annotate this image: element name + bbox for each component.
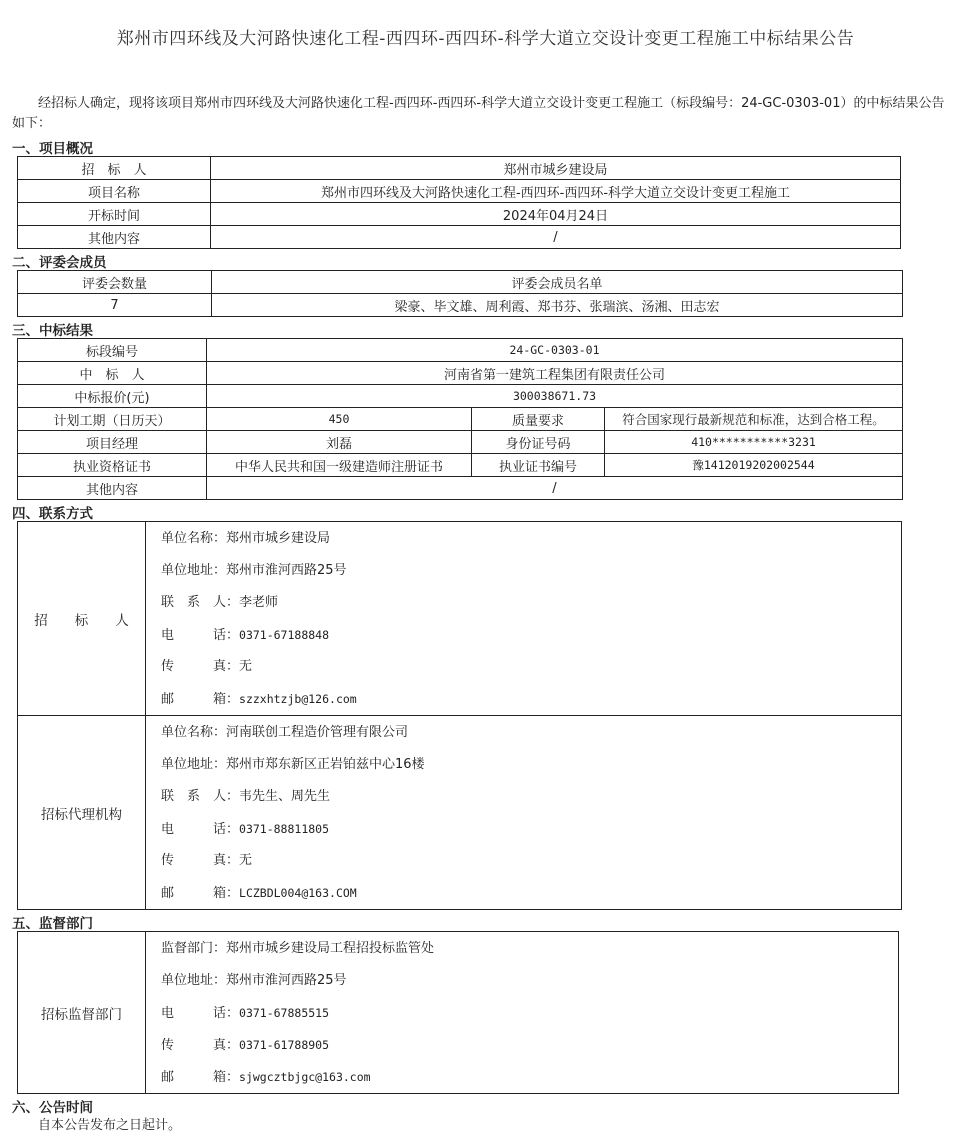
table-row — [18, 362, 903, 385]
contact-line: 电 话：0371-88811805 — [161, 821, 330, 837]
table-row — [18, 203, 901, 226]
cert-value: 中华人民共和国一级建造师注册证书 — [207, 454, 472, 477]
contact-line: 单位地址：郑州市淮河西路25号 — [161, 972, 347, 988]
id-value: 410***********3231 — [605, 431, 903, 454]
agency-contact-details — [146, 716, 902, 910]
contact-line: 联 系 人：韦先生、周先生 — [161, 788, 331, 804]
contact-line: 电 话：0371-67885515 — [161, 1005, 330, 1021]
quality-label: 质量要求 — [472, 408, 605, 431]
table-row — [18, 226, 901, 249]
contact-line: 传 真：无 — [161, 658, 253, 674]
result-other-label: 其他内容 — [18, 477, 207, 500]
contact-line: 电 话：0371-67188848 — [161, 627, 330, 643]
section-heading-time: 六、公告时间 — [12, 1100, 93, 1116]
other-value: / — [211, 226, 901, 249]
section-heading-committee: 二、评委会成员 — [12, 255, 107, 271]
contact-line: 单位地址：郑州市淮河西路25号 — [161, 562, 347, 578]
table-row — [18, 932, 899, 1094]
cert-no-label: 执业证书编号 — [472, 454, 605, 477]
contact-line: 传 真：无 — [161, 852, 253, 868]
table-row — [18, 180, 901, 203]
period-value: 450 — [207, 408, 472, 431]
winner-label: 中 标 人 — [18, 362, 207, 385]
contacts-table — [17, 521, 902, 910]
table-row — [18, 431, 903, 454]
section-no-value: 24-GC-0303-01 — [207, 339, 903, 362]
table-row — [18, 339, 903, 362]
section-heading-result: 三、中标结果 — [12, 323, 93, 339]
committee-count-label: 评委会数量 — [18, 271, 212, 294]
contact-line: 传 真：0371-61788905 — [161, 1037, 330, 1053]
tenderer-label: 招 标 人 — [18, 157, 211, 180]
cert-no-value: 豫1412019202002544 — [605, 454, 903, 477]
email-link[interactable]: szzxhtzjb@126.com — [239, 691, 357, 706]
tenderer-value: 郑州市城乡建设局 — [211, 157, 901, 180]
announcement-time-text: 自本公告发布之日起计。 — [38, 1118, 182, 1133]
email-link[interactable]: sjwgcztbjgc@163.com — [239, 1069, 371, 1084]
open-time-label: 开标时间 — [18, 203, 211, 226]
open-time-value: 2024年04月24日 — [211, 203, 901, 226]
committee-names-value: 梁豪、毕文雄、周利霞、郑书芬、张瑞滨、汤湘、田志宏 — [212, 294, 903, 317]
email-link[interactable]: LCZBDL004@163.COM — [239, 885, 357, 900]
section-no-label: 标段编号 — [18, 339, 207, 362]
table-row — [18, 294, 903, 317]
table-row — [18, 157, 901, 180]
tenderer-contact-details — [146, 522, 902, 716]
table-row — [18, 716, 902, 910]
page-title: 郑州市四环线及大河路快速化工程-西四环-西四环-科学大道立交设计变更工程施工中标结果公告 — [116, 29, 855, 49]
table-row — [18, 271, 903, 294]
price-label: 中标报价(元) — [18, 385, 207, 408]
quality-value: 符合国家现行最新规范和标准，达到合格工程。 — [605, 408, 903, 431]
committee-count-value: 7 — [18, 294, 212, 317]
id-label: 身份证号码 — [472, 431, 605, 454]
tenderer-contact-label: 招 标 人 — [18, 522, 146, 716]
contact-line: 邮 箱：sjwgcztbjgc@163.com — [161, 1069, 371, 1085]
winner-value: 河南省第一建筑工程集团有限责任公司 — [207, 362, 903, 385]
table-row — [18, 454, 903, 477]
contact-line: 单位地址：郑州市郑东新区正岩铂兹中心16楼 — [161, 756, 425, 772]
project-name-value: 郑州市四环线及大河路快速化工程-西四环-西四环-科学大道立交设计变更工程施工 — [211, 180, 901, 203]
contact-line: 监督部门：郑州市城乡建设局工程招投标监管处 — [161, 940, 435, 956]
committee-table — [17, 270, 903, 317]
intro-paragraph: 经招标人确定，现将该项目郑州市四环线及大河路快速化工程-西四环-西四环-科学大道立交设计变更工程施工（标段编号：24-GC-0303-01）的中标结果公告如下： — [12, 96, 945, 131]
overview-table — [17, 156, 901, 249]
supervision-table — [17, 931, 899, 1094]
table-row — [18, 385, 903, 408]
section-heading-contacts: 四、联系方式 — [12, 506, 93, 522]
contact-line: 邮 箱：szzxhtzjb@126.com — [161, 691, 357, 707]
project-name-label: 项目名称 — [18, 180, 211, 203]
contact-line: 单位名称：郑州市城乡建设局 — [161, 530, 331, 546]
contact-line: 邮 箱：LCZBDL004@163.COM — [161, 885, 357, 901]
table-row — [18, 522, 902, 716]
section-heading-overview: 一、项目概况 — [12, 141, 93, 157]
table-row — [18, 477, 903, 500]
table-row — [18, 408, 903, 431]
supervision-details — [146, 932, 899, 1094]
contact-line: 联 系 人：李老师 — [161, 594, 279, 610]
cert-label: 执业资格证书 — [18, 454, 207, 477]
manager-value: 刘磊 — [207, 431, 472, 454]
section-heading-supervision: 五、监督部门 — [12, 916, 93, 932]
price-value: 300038671.73 — [207, 385, 903, 408]
period-label: 计划工期（日历天） — [18, 408, 207, 431]
result-other-value: / — [207, 477, 903, 500]
committee-names-label: 评委会成员名单 — [212, 271, 903, 294]
result-table — [17, 338, 903, 500]
supervision-label: 招标监督部门 — [18, 932, 146, 1094]
agency-contact-label: 招标代理机构 — [18, 716, 146, 910]
manager-label: 项目经理 — [18, 431, 207, 454]
contact-line: 单位名称：河南联创工程造价管理有限公司 — [161, 724, 409, 740]
other-label: 其他内容 — [18, 226, 211, 249]
